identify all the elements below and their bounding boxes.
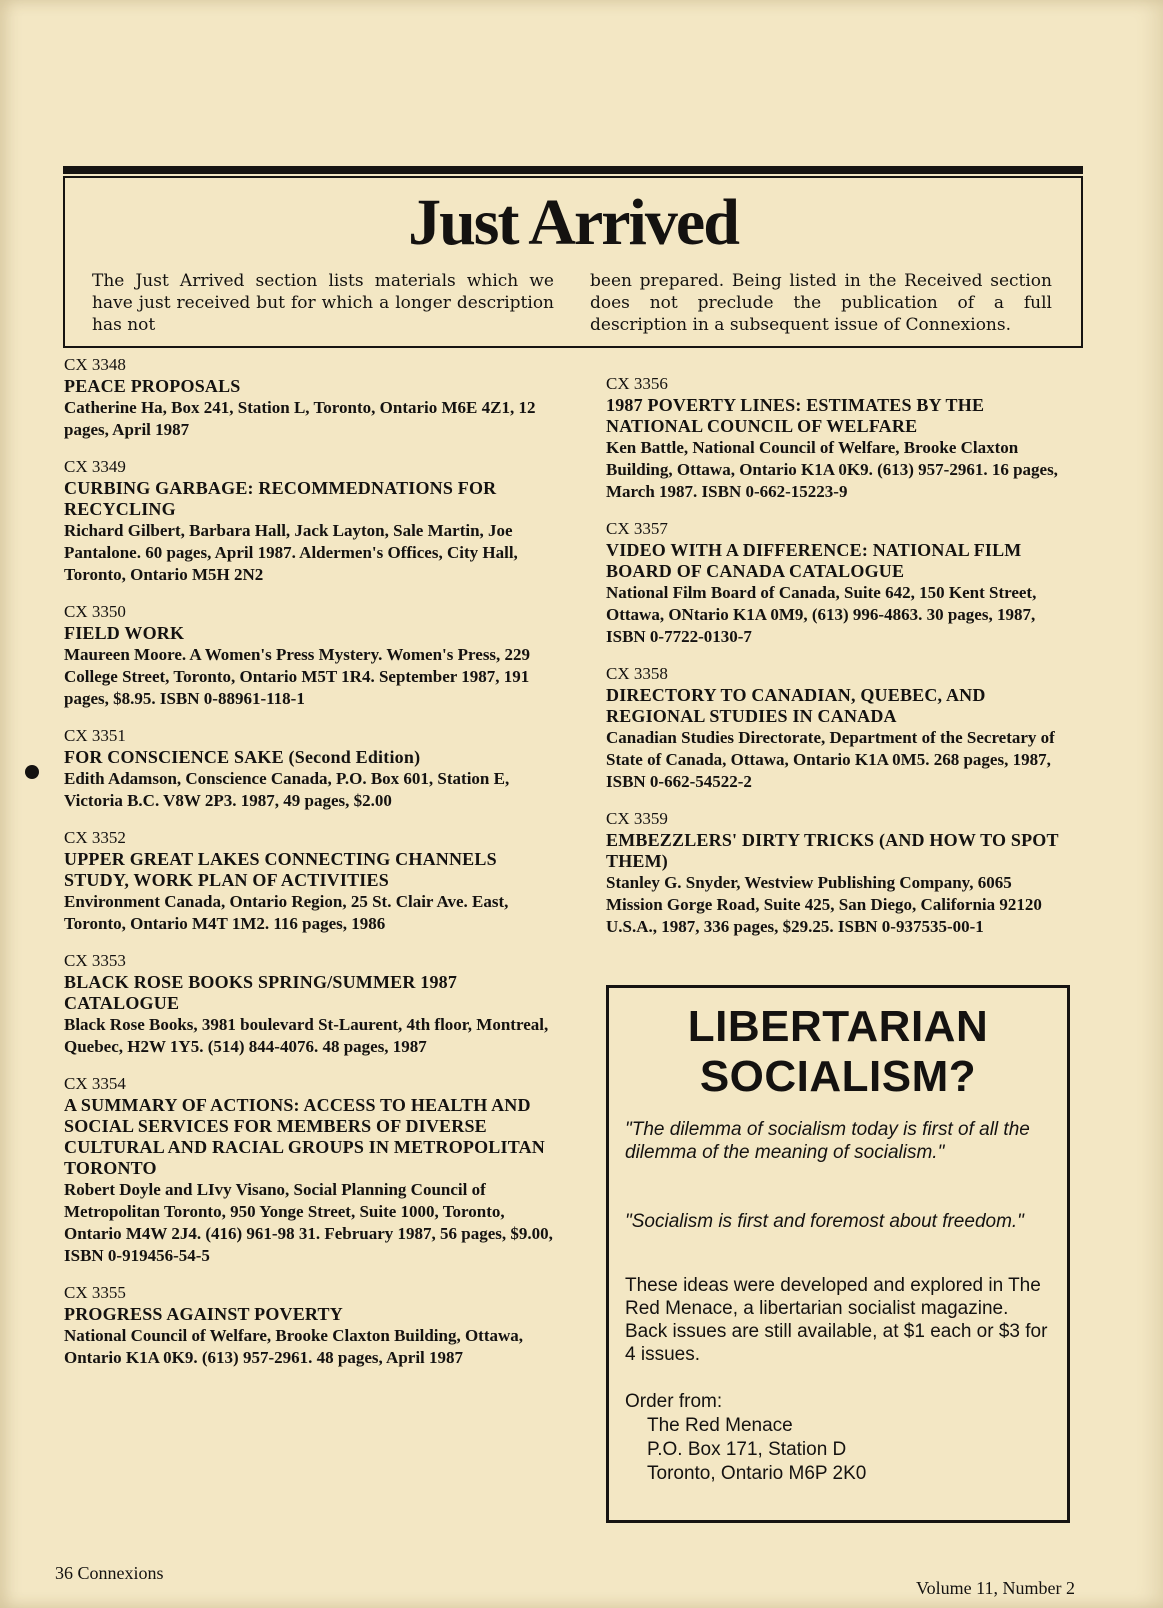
list-item [606, 373, 1062, 503]
entry-code: CX 3355 [64, 1283, 126, 1302]
entry-title: CURBING GARBAGE: RECOMMEDNATIONS FOR RECYCLING [64, 478, 497, 519]
ad-heading-line2: SOCIALISM? [699, 1052, 977, 1101]
list-item [64, 827, 554, 935]
libertarian-socialism-ad [606, 985, 1070, 1523]
page-number: 36 Connexions [55, 1563, 164, 1583]
entry-title: EMBEZZLERS' DIRTY TRICKS (AND HOW TO SPOT THEM) [606, 830, 1059, 871]
list-item [64, 601, 554, 710]
entry-details: National Film Board of Canada, Suite 642, 150 Kent Street, Ottawa, ONtario K1A 0M9, (613) 996-4863. 30 pages, 1987, ISBN 0-7722-0130-7 [606, 583, 1037, 646]
entry-title: FOR CONSCIENCE SAKE (Second Edition) [64, 747, 421, 767]
entry-code: CX 3348 [64, 355, 126, 374]
entry-title: UPPER GREAT LAKES CONNECTING CHANNELS STUDY, WORK PLAN OF ACTIVITIES [64, 849, 497, 890]
entries-right-column [606, 373, 1062, 953]
list-item [64, 456, 554, 586]
address-line-3: Toronto, Ontario M6P 2K0 [647, 1463, 867, 1484]
list-item [64, 725, 554, 812]
entry-title: VIDEO WITH A DIFFERENCE: NATIONAL FILM BOARD OF CANADA CATALOGUE [606, 540, 1022, 581]
entry-details: Stanley G. Snyder, Westview Publishing Company, 6065 Mission Gorge Road, Suite 425, San Diego, California 92120 U.S.A., 1987, 336 pages, $29.25. ISBN 0-937535-00-1 [606, 873, 1042, 936]
ad-quote-2: "Socialism is first and foremost about freedom." [625, 1211, 1024, 1232]
section-title: Just Arrived [408, 186, 738, 259]
entry-details: Black Rose Books, 3981 boulevard St-Laurent, 4th floor, Montreal, Quebec, H2W 1Y5. (514) 844-4076. 48 pages, 1987 [64, 1015, 549, 1056]
entry-code: CX 3354 [64, 1074, 126, 1093]
entry-code: CX 3357 [606, 519, 668, 538]
entry-details: Canadian Studies Directorate, Department of the Secretary of State of Canada, Ottawa, Ontario K1A 0M5. 268 pages, 1987, ISBN 0-662-54522-2 [606, 728, 1055, 791]
entry-details: Catherine Ha, Box 241, Station L, Toronto, Ontario M6E 4Z1, 12 pages, April 1987 [64, 398, 536, 439]
list-item [606, 518, 1062, 648]
intro-text-left: The Just Arrived section lists materials which we have just received but for which a longer description has not [92, 271, 554, 335]
entry-title: BLACK ROSE BOOKS SPRING/SUMMER 1987 CATALOGUE [64, 972, 458, 1013]
list-item [606, 808, 1062, 938]
entry-details: Robert Doyle and LIvy Visano, Social Planning Council of Metropolitan Toronto, 950 Yonge Street, Suite 1000, Toronto, Ontario M4W 2J4. (416) 961-98 31. February 1987, 56 pages, $9.00, ISBN 0-919456-54-5 [64, 1180, 553, 1265]
list-item [606, 663, 1062, 793]
entry-details: Richard Gilbert, Barbara Hall, Jack Layton, Sale Martin, Joe Pantalone. 60 pages, April 1987. Aldermen's Offices, City Hall, Toronto, Ontario M5H 2N2 [64, 521, 518, 584]
entry-code: CX 3359 [606, 809, 668, 828]
order-label: Order from: [625, 1391, 723, 1412]
header-rule [63, 166, 1083, 174]
entry-code: CX 3356 [606, 374, 668, 393]
address-line-2: P.O. Box 171, Station D [647, 1439, 847, 1460]
ad-heading [609, 1002, 1067, 1102]
intro-text-right: been prepared. Being listed in the Received section does not preclude the publication of a full description in a subsequent issue of Connexions. [590, 271, 1052, 335]
entry-code: CX 3352 [64, 828, 126, 847]
entry-code: CX 3358 [606, 664, 668, 683]
entry-title: A SUMMARY OF ACTIONS: ACCESS TO HEALTH AND SOCIAL SERVICES FOR MEMBERS OF DIVERSE CULTURAL AND RACIAL GROUPS IN METROPOLITAN TORONTO [64, 1095, 545, 1178]
ad-body-text: These ideas were developed and explored in The Red Menace, a libertarian socialist magazine. Back issues are still available, at $1 each or $3 for 4 issues. [625, 1275, 1048, 1365]
list-item [64, 950, 554, 1058]
address-line-1: The Red Menace [647, 1415, 793, 1436]
entry-title: DIRECTORY TO CANADIAN, QUEBEC, AND REGIONAL STUDIES IN CANADA [606, 685, 986, 726]
entry-title: PROGRESS AGAINST POVERTY [64, 1304, 343, 1324]
entry-details: Ken Battle, National Council of Welfare, Brooke Claxton Building, Ottawa, Ontario K1A 0K9. (613) 957-2961. 16 pages, March 1987. ISBN 0-662-15223-9 [606, 438, 1058, 501]
volume-number: Volume 11, Number 2 [916, 1578, 1075, 1598]
entry-details: National Council of Welfare, Brooke Claxton Building, Ottawa, Ontario K1A 0K9. (613) 957-2961. 48 pages, April 1987 [64, 1326, 524, 1367]
entry-code: CX 3351 [64, 726, 126, 745]
entry-details: Environment Canada, Ontario Region, 25 St. Clair Ave. East, Toronto, Ontario M4T 1M2. 116 pages, 1986 [64, 892, 509, 933]
just-arrived-header [63, 176, 1083, 348]
list-item [64, 354, 554, 441]
entries-left-column [64, 354, 554, 1384]
entry-title: PEACE PROPOSALS [64, 376, 241, 396]
bullet-marker [25, 765, 39, 779]
list-item [64, 1282, 554, 1369]
entry-title: 1987 POVERTY LINES: ESTIMATES BY THE NATIONAL COUNCIL OF WELFARE [606, 395, 985, 436]
list-item [64, 1073, 554, 1267]
entry-details: Edith Adamson, Conscience Canada, P.O. Box 601, Station E, Victoria B.C. V8W 2P3. 1987, 49 pages, $2.00 [64, 769, 510, 810]
entry-details: Maureen Moore. A Women's Press Mystery. Women's Press, 229 College Street, Toronto, Ontario M5T 1R4. September 1987, 191 pages, $8.95. ISBN 0-88961-118-1 [64, 645, 531, 708]
entry-code: CX 3353 [64, 951, 126, 970]
ad-heading-line1: LIBERTARIAN [687, 1002, 989, 1051]
entry-title: FIELD WORK [64, 623, 185, 643]
entry-code: CX 3349 [64, 457, 126, 476]
ad-quote-1: "The dilemma of socialism today is first of all the dilemma of the meaning of socialism." [625, 1119, 1030, 1163]
entry-code: CX 3350 [64, 602, 126, 621]
